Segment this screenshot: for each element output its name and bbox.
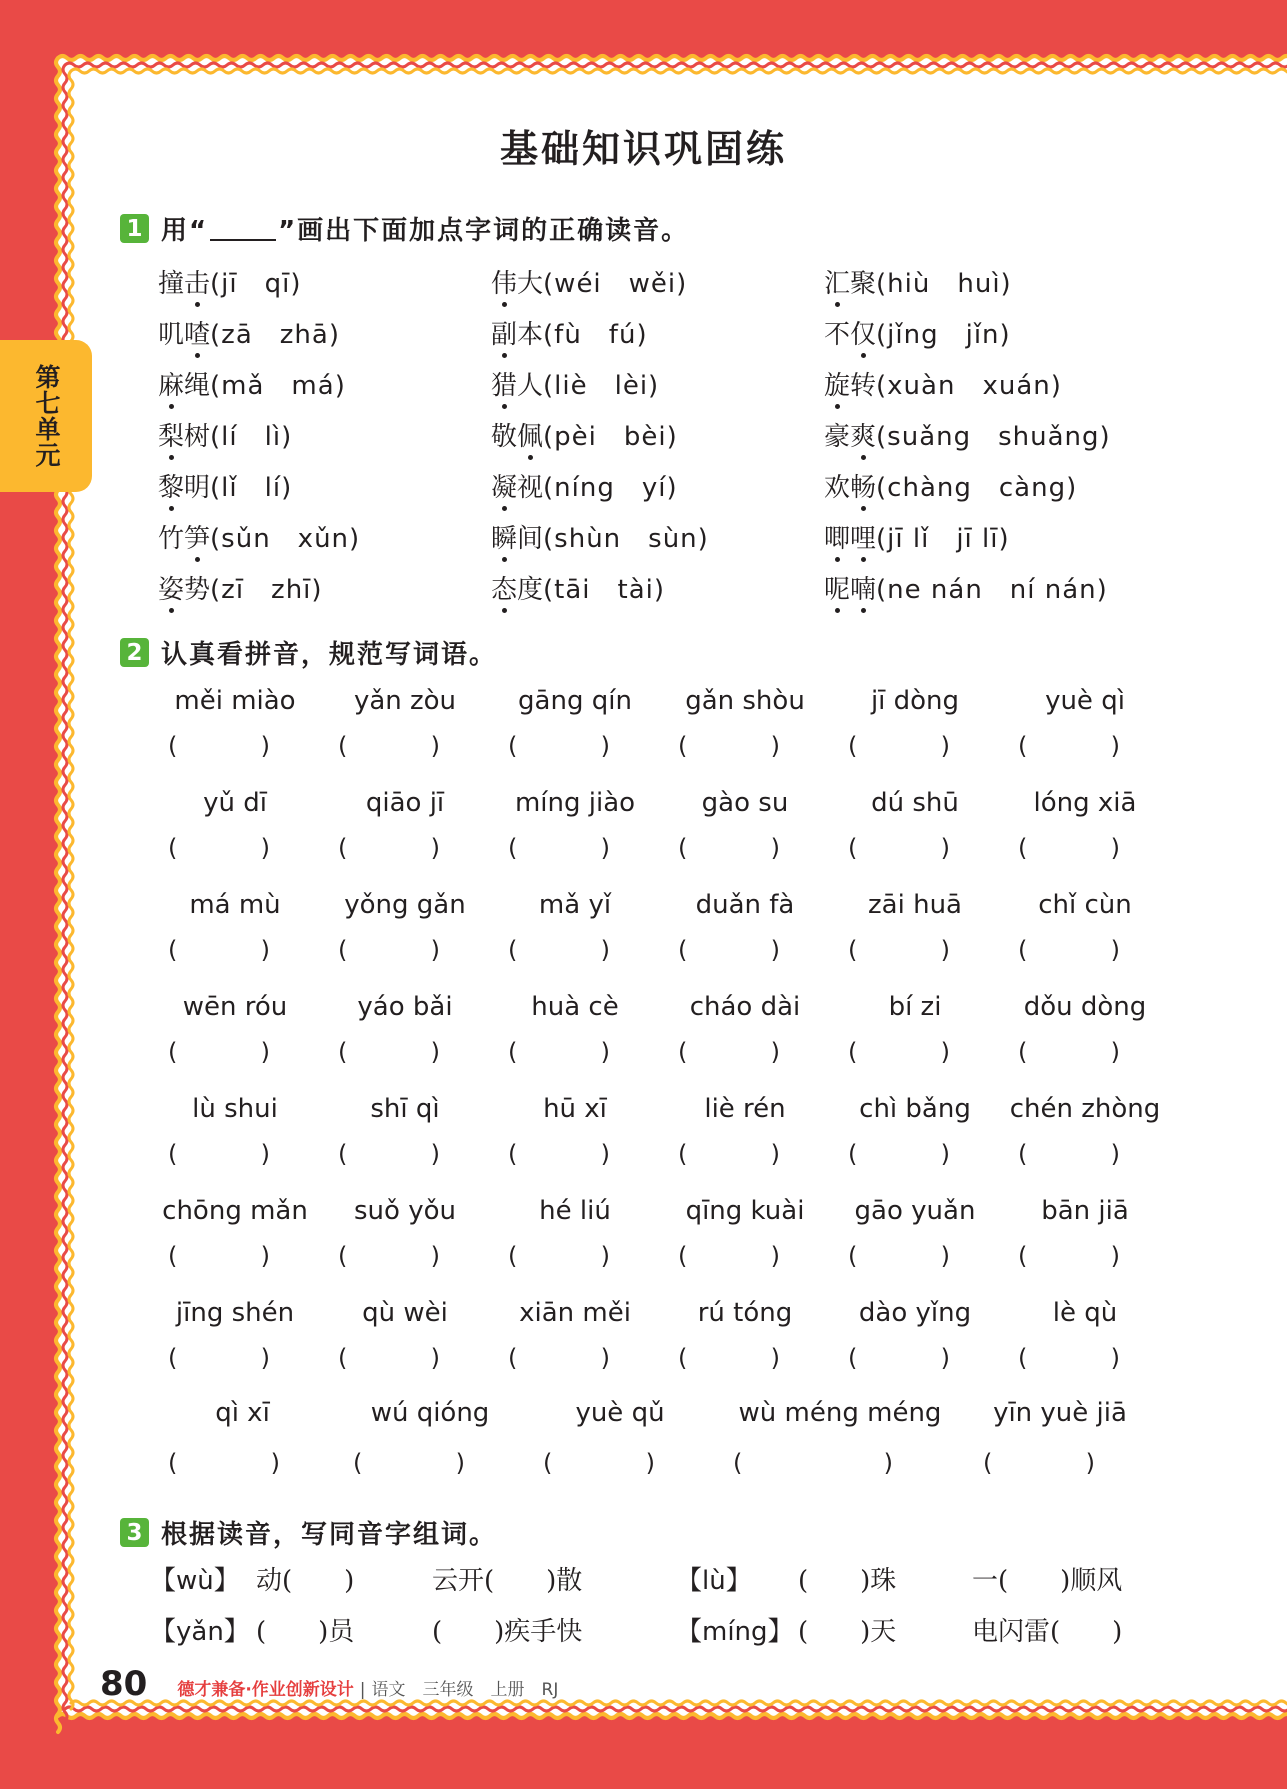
q1-word: 副本 — [491, 320, 543, 350]
q1-word: 呢喃 — [824, 575, 876, 605]
q2-answer-blank[interactable]: ( ) — [733, 1449, 893, 1477]
q2-answer-blank[interactable]: ( ) — [168, 834, 270, 862]
q1-word: 姿势 — [158, 575, 210, 605]
q2-pinyin: yīn yuè jiā — [993, 1398, 1127, 1428]
q1-word: 伟大 — [491, 269, 543, 299]
q1-item[interactable] — [158, 365, 491, 402]
q2-answer-blank[interactable]: ( ) — [508, 1140, 610, 1168]
q2-answer-blank[interactable]: ( ) — [168, 1242, 270, 1270]
q2-answer-blank[interactable]: ( ) — [168, 1038, 270, 1066]
q2-answer-blank[interactable]: ( ) — [1018, 834, 1120, 862]
q2-pinyin: yuè qǔ — [575, 1398, 665, 1428]
q1-pinyin-options: (zī zhī) — [210, 575, 323, 605]
q2-pinyin: gào su — [701, 788, 789, 818]
q2-answer-blank[interactable]: ( ) — [508, 936, 610, 964]
q1-item[interactable] — [491, 314, 824, 351]
q3-row2-item-b1[interactable]: ( )天 — [798, 1617, 897, 1647]
q1-item[interactable] — [491, 416, 824, 453]
q2-answer-blank[interactable]: ( ) — [338, 1344, 440, 1372]
q2-pinyin: suǒ yǒu — [354, 1196, 456, 1226]
q1-item[interactable] — [491, 467, 824, 504]
q2-pinyin: chǐ cùn — [1038, 890, 1132, 920]
q1-item[interactable] — [824, 416, 1157, 453]
q2-answer-row — [150, 834, 1170, 885]
q2-pinyin-row — [150, 1191, 1170, 1242]
q2-answer-blank[interactable]: ( ) — [678, 1140, 780, 1168]
q2-pinyin: yǒng gǎn — [344, 890, 466, 920]
q2-answer-blank[interactable]: ( ) — [848, 1038, 950, 1066]
q3-row2-label-a: 【yǎn】 — [150, 1617, 250, 1647]
q1-pinyin-options: (liè lèi) — [543, 371, 660, 401]
q2-pinyin-row — [150, 1398, 1155, 1449]
q2-pinyin: lè qù — [1052, 1298, 1118, 1328]
q2-pinyin-row — [150, 987, 1170, 1038]
q3-text: 根据读音，写同音字组词。 — [161, 1520, 498, 1550]
q1-row — [158, 409, 1157, 460]
q1-pinyin-options: (jī qī) — [210, 269, 302, 299]
q2-pinyin: mǎ yǐ — [538, 890, 612, 920]
q3-row1-item-b2[interactable]: 一( )顺风 — [972, 1566, 1123, 1596]
q2-pinyin: chōng mǎn — [162, 1196, 308, 1226]
page-title: 基础知识巩固练 — [499, 127, 787, 171]
q2-text: 认真看拼音，规范写词语。 — [161, 640, 498, 670]
q2-pinyin: yáo bǎi — [357, 992, 453, 1022]
q2-answer-blank[interactable]: ( ) — [338, 834, 440, 862]
q2-pinyin: liè rén — [704, 1094, 786, 1124]
q2-pinyin: lù shui — [192, 1094, 278, 1124]
q2-heading — [120, 634, 497, 671]
q1-item[interactable] — [158, 518, 491, 555]
q1-item[interactable] — [824, 365, 1157, 402]
q1-pinyin-options: (hiù huì) — [876, 269, 1012, 299]
q1-row — [158, 307, 1157, 358]
q1-prefix: 用“ — [161, 216, 209, 246]
q1-pinyin-options: (jǐng jǐn) — [876, 320, 1011, 350]
q1-pinyin-options: (lí lì) — [210, 422, 293, 452]
q1-word: 汇聚 — [824, 269, 876, 299]
q2-pinyin: qīng kuài — [685, 1196, 805, 1226]
q1-pinyin-options: (níng yí) — [543, 473, 678, 503]
q2-answer-blank[interactable]: ( ) — [678, 834, 780, 862]
q1-word: 欢畅 — [824, 473, 876, 503]
q1-row — [158, 358, 1157, 409]
q1-word: 猎人 — [491, 371, 543, 401]
q2-answer-row — [150, 936, 1170, 987]
q3-heading — [120, 1514, 497, 1551]
page-number: 80 — [100, 1664, 148, 1704]
q2-pinyin: míng jiào — [514, 788, 636, 818]
q2-answer-blank[interactable]: ( ) — [168, 936, 270, 964]
q1-pinyin-options: (shùn sùn) — [543, 524, 709, 554]
q1-pinyin-options: (tāi tài) — [543, 575, 666, 605]
q1-item[interactable] — [158, 314, 491, 351]
q3-row1-label-b: 【lù】 — [676, 1566, 752, 1596]
q1-pinyin-options: (fù fú) — [543, 320, 648, 350]
q2-pinyin: qù wèi — [362, 1298, 448, 1328]
q2-answer-blank[interactable]: ( ) — [678, 936, 780, 964]
q2-pinyin: qiāo jī — [365, 788, 445, 818]
q2-pinyin-grid — [150, 681, 1170, 1395]
q1-item[interactable] — [491, 263, 824, 300]
q1-item[interactable] — [824, 314, 1157, 351]
q1-word: 梨树 — [158, 422, 210, 452]
q1-number-badge: 1 — [120, 214, 149, 243]
q2-answer-blank[interactable]: ( ) — [1018, 1344, 1120, 1372]
q2-pinyin-row — [150, 1293, 1170, 1344]
q2-number-badge: 2 — [120, 638, 149, 667]
q2-pinyin: yuè qì — [1045, 686, 1125, 716]
q2-pinyin-row — [150, 1089, 1170, 1140]
q1-item[interactable] — [824, 263, 1157, 300]
q2-answer-blank[interactable]: ( ) — [1018, 1038, 1120, 1066]
unit-tab-label: 第七单元 — [32, 364, 61, 468]
q2-pinyin: wú qióng — [370, 1398, 490, 1428]
q1-item[interactable] — [491, 365, 824, 402]
q1-underline-sample — [210, 217, 276, 241]
q1-pinyin-options: (zā zhā) — [210, 320, 340, 350]
q1-word: 竹笋 — [158, 524, 210, 554]
q2-answer-blank[interactable]: ( ) — [168, 1344, 270, 1372]
q2-answer-blank[interactable]: ( ) — [543, 1449, 655, 1477]
q2-answer-row — [150, 1242, 1170, 1293]
q1-pinyin-options: (suǎng shuǎng) — [876, 422, 1111, 452]
q1-pinyin-options: (xuàn xuán) — [876, 371, 1062, 401]
q2-pinyin: qì xī — [215, 1398, 270, 1428]
q2-pinyin: měi miào — [174, 686, 296, 716]
q1-item[interactable] — [158, 416, 491, 453]
q2-answer-row — [150, 1449, 1155, 1500]
q1-row — [158, 511, 1157, 562]
q3-row2-item-a1[interactable]: ( )员 — [256, 1617, 355, 1647]
q2-answer-blank[interactable]: ( ) — [848, 936, 950, 964]
q2-last-row — [150, 1398, 1155, 1500]
q2-pinyin: bí zi — [888, 992, 942, 1022]
q2-answer-blank[interactable]: ( ) — [168, 732, 270, 760]
q2-pinyin: zāi huā — [868, 890, 962, 920]
q3-row1-item-a1[interactable]: 动( ) — [256, 1566, 355, 1596]
q2-answer-blank[interactable]: ( ) — [338, 1242, 440, 1270]
q1-pinyin-options: (chàng càng) — [876, 473, 1078, 503]
q2-pinyin: chén zhòng — [1009, 1094, 1161, 1124]
q1-word: 旋转 — [824, 371, 876, 401]
q2-answer-blank[interactable]: ( ) — [848, 732, 950, 760]
q2-pinyin: hé liú — [539, 1196, 611, 1226]
q1-word: 态度 — [491, 575, 543, 605]
q1-item[interactable] — [491, 518, 824, 555]
q1-pinyin-options: (pèi bèi) — [543, 422, 678, 452]
q2-pinyin: jīng shén — [175, 1298, 295, 1328]
q2-answer-blank[interactable]: ( ) — [168, 1449, 280, 1477]
q2-pinyin: xiān měi — [519, 1298, 631, 1328]
book-info: 语文 三年级 上册 RJ — [371, 1680, 559, 1700]
q1-item[interactable] — [824, 569, 1157, 606]
q2-answer-blank[interactable]: ( ) — [338, 1038, 440, 1066]
q2-answer-blank[interactable]: ( ) — [338, 732, 440, 760]
q1-item[interactable] — [158, 569, 491, 606]
q2-answer-blank[interactable]: ( ) — [848, 1140, 950, 1168]
q2-pinyin: bān jiā — [1041, 1196, 1129, 1226]
q2-pinyin: dú shū — [871, 788, 959, 818]
brand-name: 德才兼备·作业创新设计 — [177, 1680, 354, 1700]
q2-pinyin: huà cè — [531, 992, 619, 1022]
q2-pinyin: shī qì — [370, 1094, 440, 1124]
q2-pinyin: gāng qín — [518, 686, 632, 716]
q2-pinyin: wù méng méng — [738, 1398, 942, 1428]
q2-pinyin: má mù — [189, 890, 281, 920]
q1-word: 麻绳 — [158, 371, 210, 401]
q2-pinyin: lóng xiā — [1033, 788, 1137, 818]
q2-answer-blank[interactable]: ( ) — [678, 1344, 780, 1372]
q1-word: 不仅 — [824, 320, 876, 350]
q3-row1-item-a2[interactable]: 云开( )散 — [432, 1566, 583, 1596]
q1-row — [158, 256, 1157, 307]
q1-item[interactable] — [158, 263, 491, 300]
q2-answer-blank[interactable]: ( ) — [678, 1242, 780, 1270]
q1-word: 瞬间 — [491, 524, 543, 554]
q2-answer-blank[interactable]: ( ) — [1018, 732, 1120, 760]
q3-number-badge: 3 — [120, 1518, 149, 1547]
q2-pinyin: jī dòng — [870, 686, 960, 716]
q1-word: 豪爽 — [824, 422, 876, 452]
q3-row2-item-b2[interactable]: 电闪雷( ) — [972, 1617, 1123, 1647]
q2-pinyin: rú tóng — [697, 1298, 793, 1328]
q1-suffix: ”画出下面加点字词的正确读音。 — [278, 216, 690, 246]
q1-item[interactable] — [824, 518, 1157, 555]
q3-row1-item-b1[interactable]: ( )珠 — [798, 1566, 897, 1596]
q1-word: 敬佩 — [491, 422, 543, 452]
q1-item[interactable] — [491, 569, 824, 606]
q2-answer-blank[interactable]: ( ) — [168, 1140, 270, 1168]
q2-pinyin: chì bǎng — [859, 1094, 971, 1124]
q2-pinyin: wēn róu — [182, 992, 288, 1022]
q2-pinyin: duǎn fà — [695, 890, 795, 920]
footer-separator: | — [359, 1680, 366, 1700]
q2-answer-blank[interactable]: ( ) — [508, 1038, 610, 1066]
q1-word: 凝视 — [491, 473, 543, 503]
q1-pinyin-options: (wéi wěi) — [543, 269, 688, 299]
q1-word: 撞击 — [158, 269, 210, 299]
q1-item[interactable] — [158, 467, 491, 504]
q2-pinyin: dào yǐng — [858, 1298, 972, 1328]
q2-answer-blank[interactable]: ( ) — [983, 1449, 1095, 1477]
q1-pinyin-options: (mǎ má) — [210, 371, 346, 401]
q1-pinyin-options: (jī lǐ jī lī) — [876, 524, 1010, 554]
q1-heading — [120, 210, 689, 247]
unit-tab — [0, 340, 92, 492]
q2-answer-row — [150, 732, 1170, 783]
q2-answer-blank[interactable]: ( ) — [1018, 936, 1120, 964]
q1-row — [158, 562, 1157, 613]
q2-answer-blank[interactable]: ( ) — [508, 732, 610, 760]
q2-pinyin-row — [150, 885, 1170, 936]
q2-pinyin: hū xī — [543, 1094, 607, 1124]
q1-row — [158, 460, 1157, 511]
q1-item[interactable] — [824, 467, 1157, 504]
q2-answer-blank[interactable]: ( ) — [508, 1242, 610, 1270]
q2-pinyin: cháo dài — [689, 992, 801, 1022]
q1-word: 叽喳 — [158, 320, 210, 350]
q1-word-grid — [158, 256, 1157, 613]
q2-answer-row — [150, 1140, 1170, 1191]
q2-answer-blank[interactable]: ( ) — [848, 834, 950, 862]
q2-answer-row — [150, 1038, 1170, 1089]
q2-pinyin: gāo yuǎn — [854, 1196, 976, 1226]
q2-answer-blank[interactable]: ( ) — [1018, 1242, 1120, 1270]
q3-row1-label-a: 【wù】 — [150, 1566, 240, 1596]
q2-answer-blank[interactable]: ( ) — [353, 1449, 465, 1477]
q2-pinyin: gǎn shòu — [685, 686, 805, 716]
q2-pinyin-row — [150, 681, 1170, 732]
q2-answer-blank[interactable]: ( ) — [678, 732, 780, 760]
q1-word: 黎明 — [158, 473, 210, 503]
q2-answer-blank[interactable]: ( ) — [508, 834, 610, 862]
q1-pinyin-options: (ne nán ní nán) — [876, 575, 1108, 605]
q2-answer-blank[interactable]: ( ) — [508, 1344, 610, 1372]
page-footer — [100, 1664, 558, 1704]
q2-answer-blank[interactable]: ( ) — [338, 1140, 440, 1168]
q3-row2-item-a2[interactable]: ( )疾手快 — [432, 1617, 583, 1647]
q1-pinyin-options: (sǔn xǔn) — [210, 524, 361, 554]
q1-pinyin-options: (lǐ lí) — [210, 473, 293, 503]
q2-answer-blank[interactable]: ( ) — [1018, 1140, 1120, 1168]
q2-pinyin: dǒu dòng — [1023, 992, 1147, 1022]
q2-pinyin: yǔ dī — [203, 788, 267, 818]
q2-answer-row — [150, 1344, 1170, 1395]
q2-answer-blank[interactable]: ( ) — [678, 1038, 780, 1066]
q2-pinyin-row — [150, 783, 1170, 834]
q2-answer-blank[interactable]: ( ) — [848, 1344, 950, 1372]
q2-answer-blank[interactable]: ( ) — [338, 936, 440, 964]
q3-row2-label-b: 【míng】 — [676, 1617, 794, 1647]
q2-pinyin: yǎn zòu — [353, 686, 457, 716]
q1-word: 唧哩 — [824, 524, 876, 554]
q2-answer-blank[interactable]: ( ) — [848, 1242, 950, 1270]
